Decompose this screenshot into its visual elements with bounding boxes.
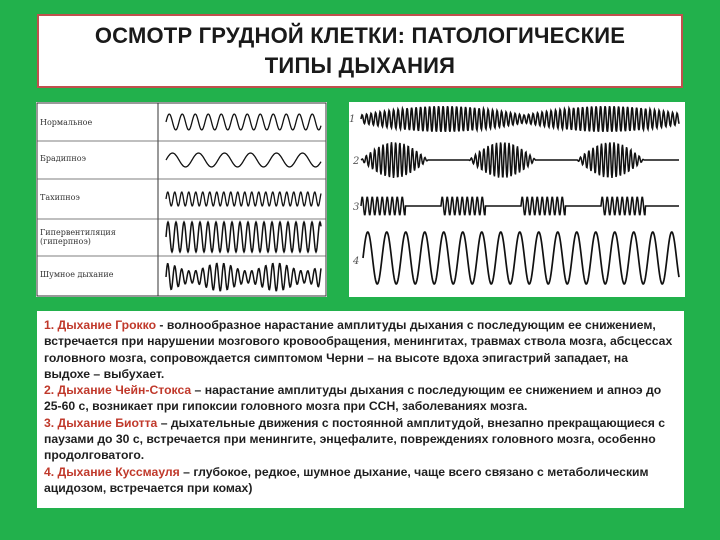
title-box (37, 14, 683, 88)
breathing-types-figure-left (36, 102, 327, 297)
waveform-number-1: 1 (349, 114, 356, 125)
waveform-number-2: 2 (353, 156, 360, 167)
wave-normal (166, 114, 321, 130)
term-kussmaul: 4. Дыхание Куссмауля (44, 464, 180, 479)
waveform-number-3: 3 (353, 202, 360, 213)
wave-biot (361, 197, 679, 214)
wave-hyperventilation (166, 222, 321, 252)
wave-bradypnea (166, 153, 321, 167)
row-label-hyperventilation: Гипервентиляция (гиперпноэ) (40, 228, 116, 246)
wave-cheyne-stokes (361, 142, 679, 178)
row-label-noisy-breathing: Шумное дыхание (40, 270, 114, 279)
description-item-cheyne-stokes (44, 382, 676, 415)
description-item-kussmaul (44, 464, 676, 497)
term-cheyne-stokes: 2. Дыхание Чейн-Стокса (44, 383, 192, 398)
text-cheyne-stokes: – нарастание амплитуды дыхания с последующим ее снижением и апноэ до 25-60 с, возникает при гипоксии головного мозга при ССН, заболеваниях мозга. (44, 383, 662, 414)
wave-grokko (361, 106, 679, 132)
slide-title-line-2: ТИПЫ ДЫХАНИЯ (264, 53, 456, 78)
wave-kussmaul (363, 232, 679, 284)
text-kussmaul: – глубокое, редкое, шумное дыхание, чаще всего связано с метаболическим ацидозом, встречается при комах) (44, 464, 649, 495)
breathing-waveforms-right (349, 102, 685, 297)
text-grokko: - волнообразное нарастание амплитуды дыхания с последующим ее снижением, встречается при нарушении мозгового кровообращения, менингитах, травмах ствола мозга, абсцессах головного мозга, сопровождается симптомом Черни – на высоте вдоха эпигастрий западает, на выдохе – выбухает. (44, 318, 673, 381)
wave-tachypnea (166, 192, 321, 206)
description-item-biot (44, 415, 676, 464)
row-label-normal: Нормальное (40, 118, 93, 127)
slide-title-line-1: ОСМОТР ГРУДНОЙ КЛЕТКИ: ПАТОЛОГИЧЕСКИЕ (94, 23, 626, 48)
term-biot: 3. Дыхание Биотта (44, 415, 158, 430)
row-label-bradypnea: Брадипноэ (40, 154, 86, 163)
breathing-types-figure-right (349, 102, 685, 297)
waveform-number-4: 4 (353, 256, 360, 267)
description-item-grokko (44, 317, 676, 382)
description-box (37, 311, 684, 508)
term-grokko: 1. Дыхание Грокко (44, 318, 157, 332)
row-label-tachypnea: Тахипноэ (40, 193, 80, 202)
wave-noisy-breathing (166, 264, 321, 291)
text-biot: – дыхательные движения с постоянной амплитудой, внезапно прекращающиеся с паузами до 30 с, встречается при менингите, энцефалите, повреждениях головного мозга, особенно продолговатого. (44, 415, 666, 463)
